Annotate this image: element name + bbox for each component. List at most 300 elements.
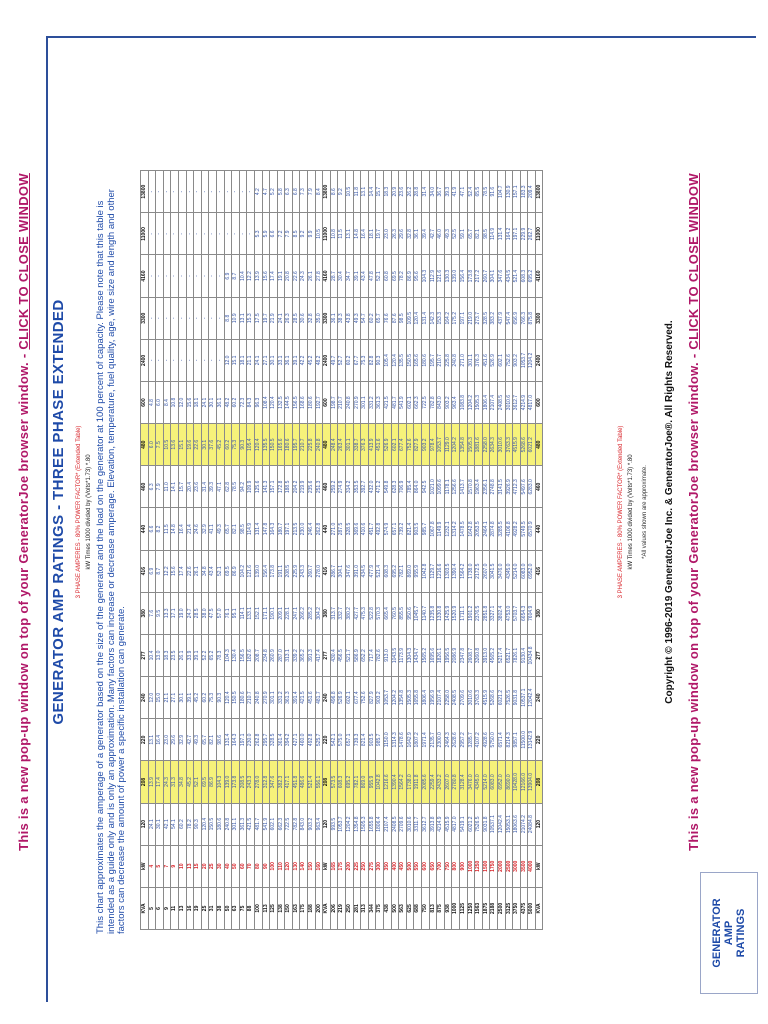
table-cell: 229.9 [520, 213, 528, 255]
table-cell: 2433.2 [437, 761, 445, 803]
table-row [277, 171, 285, 930]
table-cell: 165.6 [414, 339, 422, 381]
table-cell: 31.4 [421, 171, 429, 213]
table-cell: 20 [201, 845, 209, 887]
table-cell: 1083.8 [459, 381, 467, 423]
table-row [429, 171, 437, 930]
column-header: KVA [141, 887, 149, 929]
footer-heading: 3 PHASE AMPERES - 80% POWER FACTOR* (Extended Table) [618, 425, 624, 599]
table-cell: 152.1 [254, 592, 262, 634]
table-cell: 8214.3 [505, 719, 513, 761]
table-cell: 3802.4 [497, 592, 505, 634]
table-cell: 140 [300, 845, 308, 887]
table-cell: 70 [247, 845, 255, 887]
table-cell: 1520.9 [452, 592, 460, 634]
table-cell: 98.5 [482, 213, 490, 255]
table-cell: 526.9 [490, 339, 498, 381]
table-cell: 9.2 [300, 213, 308, 255]
table-cell: 110 [277, 845, 285, 887]
table-cell: - [194, 213, 202, 255]
table-cell: 1505.3 [467, 424, 475, 466]
table-cell: 2464.3 [444, 719, 452, 761]
table-cell: 52.1 [216, 550, 224, 592]
table-cell: - [163, 213, 171, 255]
table-cell: 16 [186, 887, 194, 929]
table-cell: 496.8 [330, 677, 338, 719]
table-cell: 270.9 [353, 381, 361, 423]
table-cell: 6021.2 [528, 424, 536, 466]
table-row [163, 171, 171, 930]
table-cell: 5750.0 [490, 719, 498, 761]
table-cell: - [216, 171, 224, 213]
table-cell: 410.6 [361, 508, 369, 550]
table-cell: kW [323, 845, 331, 887]
table-cell: - [194, 255, 202, 297]
table-cell: 180.6 [308, 381, 316, 423]
table-cell: 2408.5 [497, 381, 505, 423]
table-cell: 22.6 [186, 550, 194, 592]
table-cell: 3750 [513, 887, 521, 929]
logo[interactable] [700, 872, 758, 994]
table-cell: 380.2 [346, 592, 354, 634]
table-cell: 6952.0 [497, 761, 505, 803]
table-cell: 6283.0 [528, 466, 536, 508]
table-cell: 206 [330, 887, 338, 929]
table-cell: 760.5 [391, 592, 399, 634]
table-cell: 52.7 [338, 339, 346, 381]
table-cell: 180.6 [216, 803, 224, 845]
table-cell: 26.1 [194, 550, 202, 592]
table-cell: 1304.3 [406, 634, 414, 676]
table-cell: 1478.6 [399, 719, 407, 761]
table-cell: 278.0 [254, 761, 262, 803]
table-cell: 481.7 [315, 677, 323, 719]
table-cell: 39.3 [209, 466, 217, 508]
table-cell: 15.7 [376, 171, 384, 213]
table-cell: 69.5 [391, 255, 399, 297]
table-cell: 36.1 [330, 297, 338, 339]
column-header: 480 [141, 424, 149, 466]
table-cell: 1434.7 [414, 634, 422, 676]
table-cell: 208 [535, 761, 543, 803]
table-cell: 1956.9 [429, 677, 437, 719]
table-row [171, 171, 179, 930]
table-cell: 344 [368, 887, 376, 929]
table-cell: 45.2 [308, 339, 316, 381]
table-cell: 1563 [475, 887, 483, 929]
table-cell: - [232, 171, 240, 213]
table-cell: 8.4 [315, 171, 323, 213]
table-cell: 105.4 [247, 424, 255, 466]
table-cell: 2085.6 [421, 761, 429, 803]
table-row [482, 171, 490, 930]
table-cell: 47.8 [368, 255, 376, 297]
table-cell: 18.3 [163, 634, 171, 676]
table-cell: 1150.0 [384, 719, 392, 761]
table-cell: 3010.6 [497, 424, 505, 466]
table-cell: 16.4 [156, 719, 164, 761]
table-cell: 18063.6 [513, 803, 521, 845]
table-cell: 3926.9 [505, 466, 513, 508]
table-cell: - [171, 213, 179, 255]
table-cell: 2607.0 [444, 761, 452, 803]
table-cell: 1042.8 [421, 550, 429, 592]
table-cell: 60.2 [346, 339, 354, 381]
table-cell: 1204.2 [452, 424, 460, 466]
table-cell: 60.2 [224, 424, 232, 466]
table-cell: 1750 [490, 845, 498, 887]
close-window-link[interactable]: CLICK TO CLOSE WINDOW [686, 173, 701, 350]
table-cell: 782.8 [429, 381, 437, 423]
table-cell: 427.1 [292, 719, 300, 761]
table-cell: 2500 [505, 845, 513, 887]
table-cell: - [163, 255, 171, 297]
table-cell: 54.1 [171, 803, 179, 845]
table-cell: 260.7 [482, 255, 490, 297]
table-cell: 903.2 [444, 381, 452, 423]
table-cell: 6952.0 [528, 550, 536, 592]
table-cell: 164.2 [444, 297, 452, 339]
table-cell: 24.1 [277, 297, 285, 339]
table-row [201, 171, 209, 930]
table-cell: 1806.4 [376, 803, 384, 845]
table-cell: 17.4 [178, 550, 186, 592]
table-cell: 8690.0 [505, 761, 513, 803]
table-cell: 3612.7 [421, 803, 429, 845]
table-cell: 541.9 [262, 803, 270, 845]
table-row [384, 171, 392, 930]
table-cell: - [239, 171, 247, 213]
table-cell: 75.3 [209, 677, 217, 719]
table-cell: 24.1 [254, 339, 262, 381]
table-cell: 903.2 [421, 424, 429, 466]
table-cell: - [186, 339, 194, 381]
table-cell: 376.3 [475, 339, 483, 381]
table-cell: 98.6 [216, 719, 224, 761]
table-cell: 347.6 [270, 761, 278, 803]
copyright: Copyright © 1996-2019 GeneratorJoe Inc. & GeneratorJoe®. All Rights Reserved. [664, 320, 675, 704]
table-cell: 47.1 [459, 171, 467, 213]
table-cell: 3300 [323, 297, 331, 339]
table-cell: 3260.8 [475, 634, 483, 676]
table-cell: 2107.4 [490, 381, 498, 423]
table-cell: 72.3 [239, 381, 247, 423]
table-cell: 10537.1 [520, 677, 528, 719]
table-cell: 864.0 [414, 466, 422, 508]
table-cell: 338.7 [353, 424, 361, 466]
table-cell: 210.7 [338, 381, 346, 423]
table-cell: 722.5 [285, 803, 293, 845]
column-header: 277 [141, 634, 149, 676]
table-cell: 197.1 [285, 508, 293, 550]
table-cell: 821.4 [361, 719, 369, 761]
table-cell: 37.6 [209, 424, 217, 466]
table-cell: 570.3 [376, 592, 384, 634]
table-cell: 10434.8 [528, 634, 536, 676]
table-cell: 49.3 [194, 719, 202, 761]
table-cell: 875 [437, 887, 445, 929]
table-cell: 304.1 [490, 255, 498, 297]
table-row [338, 171, 346, 930]
table-cell: 29.6 [171, 719, 179, 761]
table-cell: 416 [535, 550, 543, 592]
table-cell: 130.3 [444, 255, 452, 297]
table-cell: 17.1 [171, 592, 179, 634]
table-cell: 91.6 [490, 171, 498, 213]
table-cell: - [148, 339, 156, 381]
table-cell: 347.6 [497, 255, 505, 297]
table-cell: 12042.4 [528, 677, 536, 719]
table-cell: 1149.9 [437, 508, 445, 550]
table-cell: 1971.4 [421, 719, 429, 761]
table-cell: 163 [292, 887, 300, 929]
table-cell: 1053.7 [338, 803, 346, 845]
table-cell: 281 [353, 887, 361, 929]
table-cell: kW [535, 845, 543, 887]
table-cell: - [156, 339, 164, 381]
table-cell: 32.8 [406, 213, 414, 255]
table-cell: 251.3 [315, 466, 323, 508]
table-cell: - [209, 255, 217, 297]
table-cell: 10.9 [232, 297, 240, 339]
table-cell: 9857.1 [513, 719, 521, 761]
table-cell: 225.8 [444, 339, 452, 381]
table-cell: 1250 [475, 845, 483, 887]
table-cell: 3141.5 [497, 466, 505, 508]
table-cell: 5.2 [270, 171, 278, 213]
table-cell: 250 [361, 845, 369, 887]
table-cell: - [201, 297, 209, 339]
table-cell: 21.4 [186, 508, 194, 550]
table-cell: 2607.0 [482, 550, 490, 592]
table-cell: 4515.9 [444, 803, 452, 845]
table-cell: 827.9 [414, 424, 422, 466]
table-cell: 13.1 [239, 297, 247, 339]
table-row [505, 171, 513, 930]
table-cell: 13.3 [163, 592, 171, 634]
table-cell: 131.4 [421, 297, 429, 339]
table-cell: 13.1 [148, 719, 156, 761]
table-cell: 3327.1 [490, 592, 498, 634]
table-cell: - [178, 255, 186, 297]
table-cell: 556.1 [315, 761, 323, 803]
table-cell: 2258.0 [482, 424, 490, 466]
table-cell: 139.0 [452, 255, 460, 297]
table-row [353, 171, 361, 930]
table-cell: 30.1 [201, 424, 209, 466]
table-cell: 903.2 [308, 803, 316, 845]
table-cell: - [209, 339, 217, 381]
table-cell: 526.9 [384, 424, 392, 466]
table-cell: 130 [292, 845, 300, 887]
table-cell: 33.9 [186, 634, 194, 676]
table-cell: 208.5 [239, 761, 247, 803]
table-cell: 182.6 [247, 634, 255, 676]
table-cell: 7.9 [156, 466, 164, 508]
table-cell: 105.4 [384, 339, 392, 381]
table-cell: 20.8 [285, 255, 293, 297]
table-cell: 432.0 [368, 466, 376, 508]
table-cell: 434.5 [361, 550, 369, 592]
table-cell: 95.6 [414, 255, 422, 297]
table-cell: 26.3 [285, 297, 293, 339]
table-cell: 210.7 [300, 424, 308, 466]
table-cell: 220 [535, 719, 543, 761]
table-cell: 240 [535, 677, 543, 719]
table-cell: 157.1 [513, 171, 521, 213]
table-row [262, 171, 270, 930]
table-cell: 3476.0 [467, 761, 475, 803]
table-cell: 42.1 [163, 803, 171, 845]
table-cell: 160 [315, 845, 323, 887]
table-cell: 460 [535, 466, 543, 508]
table-cell: 5214.0 [482, 761, 490, 803]
table-cell: 31.4 [201, 466, 209, 508]
table-cell: 382.3 [277, 761, 285, 803]
table-cell: 855.5 [399, 592, 407, 634]
table-cell: 11.0 [163, 466, 171, 508]
table-cell: 1642.9 [406, 719, 414, 761]
table-row [148, 171, 156, 930]
table-cell: 332.7 [338, 592, 346, 634]
table-cell: 120 [535, 803, 543, 845]
table-cell: 200 [315, 887, 323, 929]
table-cell: 12.0 [148, 677, 156, 719]
table-cell: 36.1 [285, 339, 293, 381]
table-cell: 9.2 [338, 171, 346, 213]
table-cell: 1711.1 [459, 592, 467, 634]
table-cell: 301.1 [270, 677, 278, 719]
table-cell: 219.0 [467, 297, 475, 339]
table-cell: 913.0 [384, 634, 392, 676]
table-cell: 573.5 [330, 761, 338, 803]
table-cell: 6.0 [148, 424, 156, 466]
table-cell: 60 [239, 845, 247, 887]
table-cell: 2376.5 [475, 592, 483, 634]
table-cell: 90.3 [376, 339, 384, 381]
table-cell: 4160 [323, 255, 331, 297]
table-cell: 285.2 [308, 592, 316, 634]
table-cell: 28.7 [330, 255, 338, 297]
table-cell: 191.1 [277, 550, 285, 592]
table-cell: 3476.0 [497, 550, 505, 592]
table-cell: 13.9 [148, 761, 156, 803]
table-cell: 4753.0 [505, 592, 513, 634]
table-cell: 165.6 [277, 424, 285, 466]
table-cell: 204.2 [292, 466, 300, 508]
table-cell: 2709.6 [399, 803, 407, 845]
table-cell: - [216, 339, 224, 381]
table-header-row [141, 171, 149, 930]
table-cell: 657.1 [391, 508, 399, 550]
table-cell: 7.5 [156, 424, 164, 466]
table-cell: 23.0 [384, 213, 392, 255]
table-cell: KVA [323, 887, 331, 929]
table-cell: 5749.5 [520, 508, 528, 550]
table-cell: 52.5 [452, 213, 460, 255]
table-cell: 78.2 [186, 803, 194, 845]
table-cell: 42.7 [429, 213, 437, 255]
table-cell: 210.7 [437, 339, 445, 381]
table-cell: 5497.6 [520, 466, 528, 508]
table-row [308, 171, 316, 930]
table-cell: 350 [384, 845, 392, 887]
table-cell: 456.5 [338, 634, 346, 676]
table-cell: 9 [163, 887, 171, 929]
table-cell: 247.1 [292, 592, 300, 634]
table-cell: 1354.8 [399, 677, 407, 719]
table-cell: 662.3 [414, 381, 422, 423]
table-cell: 2851.8 [482, 592, 490, 634]
table-cell: 328.5 [270, 719, 278, 761]
column-header: 600 [141, 381, 149, 423]
column-header: 11000 [141, 213, 149, 255]
table-cell: 150.5 [406, 339, 414, 381]
table-cell: 8.6 [330, 171, 338, 213]
table-cell: 12042.4 [497, 803, 505, 845]
table-cell: 14.8 [171, 508, 179, 550]
table-cell: 39.1 [186, 677, 194, 719]
table-cell: 24.3 [163, 761, 171, 803]
table-cell: 271.0 [459, 339, 467, 381]
table-row [528, 171, 536, 930]
popup-notice-top [16, 0, 31, 1024]
table-cell: 32.9 [178, 719, 186, 761]
close-window-link[interactable]: CLICK TO CLOSE WINDOW [16, 173, 31, 350]
table-row [421, 171, 429, 930]
table-cell: 278.0 [315, 550, 323, 592]
table-cell: 108.4 [262, 381, 270, 423]
table-cell: 2172.5 [475, 550, 483, 592]
table-cell: 120.4 [270, 381, 278, 423]
table-cell: 766.3 [520, 297, 528, 339]
table-cell: 114.1 [239, 592, 247, 634]
table-cell: 1478.5 [459, 508, 467, 550]
table-cell: 625 [406, 887, 414, 929]
table-cell: 25 [209, 845, 217, 887]
table-cell: 602.1 [391, 424, 399, 466]
table-cell: 782.1 [353, 761, 361, 803]
table-row [414, 171, 422, 930]
table-cell: 875.8 [528, 297, 536, 339]
table-cell: 1216.6 [384, 761, 392, 803]
table-row [186, 171, 194, 930]
table-cell: 45.2 [186, 761, 194, 803]
table-cell: 1354.8 [459, 424, 467, 466]
column-header: 4160 [141, 255, 149, 297]
table-cell: 28.5 [292, 297, 300, 339]
table-cell: 26.2 [406, 171, 414, 213]
table-cell: 33.1 [277, 339, 285, 381]
table-cell: 782.8 [292, 803, 300, 845]
table-cell: 437.9 [497, 297, 505, 339]
table-cell: 52.1 [194, 761, 202, 803]
table-cell: 142.3 [429, 297, 437, 339]
table-cell: 313 [361, 887, 369, 929]
table-cell: 688 [414, 887, 422, 929]
table-cell: 195.7 [429, 339, 437, 381]
table-cell: 10.8 [171, 381, 179, 423]
table-cell: 955.9 [368, 761, 376, 803]
table-cell: 427.7 [353, 592, 361, 634]
table-row [399, 171, 407, 930]
table-cell: 434.5 [505, 255, 513, 297]
table-cell: 752.6 [505, 339, 513, 381]
table-cell: 1505.3 [406, 677, 414, 719]
table-cell: 394.2 [285, 719, 293, 761]
table-cell: 65.7 [224, 508, 232, 550]
table-cell: 277 [535, 634, 543, 676]
